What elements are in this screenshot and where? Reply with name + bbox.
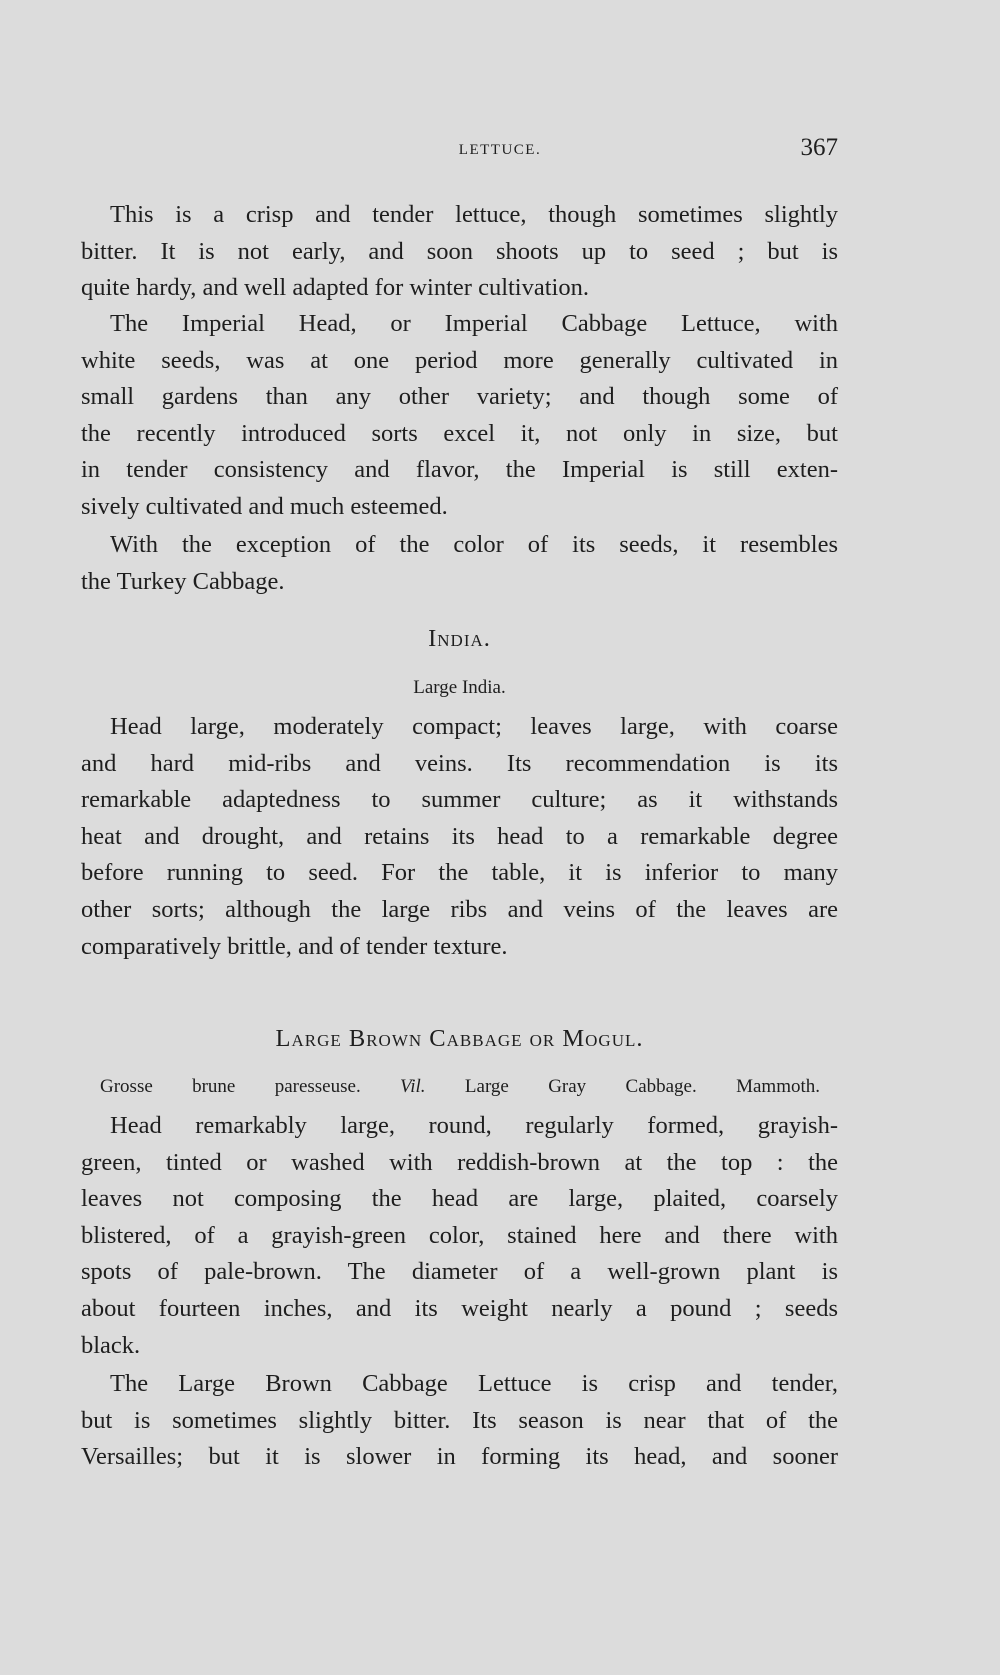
paragraph xyxy=(81,1366,838,1476)
text-line: quite hardy, and well adapted for winter cultivation. xyxy=(81,274,589,302)
text-line: Head remarkably large, round, regularly formed, grayish- xyxy=(110,1112,838,1139)
text-line: With the exception of the color of its seeds, it resembles xyxy=(110,531,838,558)
text-line: about fourteen inches, and its weight nearly a pound ; seeds xyxy=(81,1294,838,1322)
text-line: blistered, of a grayish-green color, stained here and there with xyxy=(81,1221,838,1249)
paragraph xyxy=(81,306,838,526)
text-line: white seeds, was at one period more generally cultivated in xyxy=(81,346,838,374)
section-heading-india: India. xyxy=(428,625,491,652)
text-line: Head large, moderately compact; leaves large, with coarse xyxy=(110,713,838,740)
synonym: Grosse brune paresseuse. xyxy=(100,1076,361,1097)
text-line: sively cultivated and much esteemed. xyxy=(81,492,448,520)
section-synonyms: Large India. xyxy=(413,677,506,698)
page-number: 367 xyxy=(800,134,838,161)
paragraph xyxy=(81,1108,838,1364)
text-line: and hard mid-ribs and veins. Its recommendation is its xyxy=(81,749,838,777)
text-line: leaves not composing the head are large, plaited, coarsely xyxy=(81,1185,838,1213)
text-line: remarkable adaptedness to summer culture; as it withstands xyxy=(81,786,838,814)
paragraph xyxy=(81,527,838,600)
running-head-title: LETTUCE. xyxy=(458,142,542,158)
text-line: small gardens than any other variety; and though some of xyxy=(81,383,838,411)
text-line: green, tinted or washed with reddish-brown at the top : the xyxy=(81,1148,838,1176)
text-line: Versailles; but it is slower in forming its head, and sooner xyxy=(81,1443,838,1471)
paragraph xyxy=(81,197,838,307)
synonym: Large Gray Cabbage. xyxy=(464,1076,697,1097)
text-line: before running to seed. For the table, it is inferior to many xyxy=(81,859,838,887)
text-line: bitter. It is not early, and soon shoots up to seed ; but is xyxy=(81,237,838,265)
text-line: in tender consistency and flavor, the Imperial is still exten- xyxy=(81,456,838,484)
paragraph xyxy=(81,709,838,965)
text-line: heat and drought, and retains its head to a remarkable degree xyxy=(81,822,838,850)
text-line: other sorts; although the large ribs and veins of the leaves are xyxy=(81,895,838,923)
text-line: The Large Brown Cabbage Lettuce is crisp and tender, xyxy=(110,1370,838,1397)
text-line: This is a crisp and tender lettuce, though sometimes slightly xyxy=(110,201,838,228)
text-line: the recently introduced sorts excel it, not only in size, but xyxy=(81,419,838,447)
text-line: comparatively brittle, and of tender texture. xyxy=(81,932,508,960)
text-line: The Imperial Head, or Imperial Cabbage Lettuce, with xyxy=(110,310,838,337)
text-line: the Turkey Cabbage. xyxy=(81,567,285,595)
text-line: black. xyxy=(81,1331,141,1359)
text-line: spots of pale-brown. The diameter of a well-grown plant is xyxy=(81,1258,838,1286)
section-synonyms xyxy=(100,1073,820,1101)
section-heading-large-brown-cabbage: Large Brown Cabbage or Mogul. xyxy=(275,1025,644,1052)
text-line: but is sometimes slightly bitter. Its season is near that of the xyxy=(81,1406,838,1434)
synonym: Mammoth. xyxy=(736,1076,821,1097)
synonym-source: Vil. xyxy=(400,1076,426,1097)
